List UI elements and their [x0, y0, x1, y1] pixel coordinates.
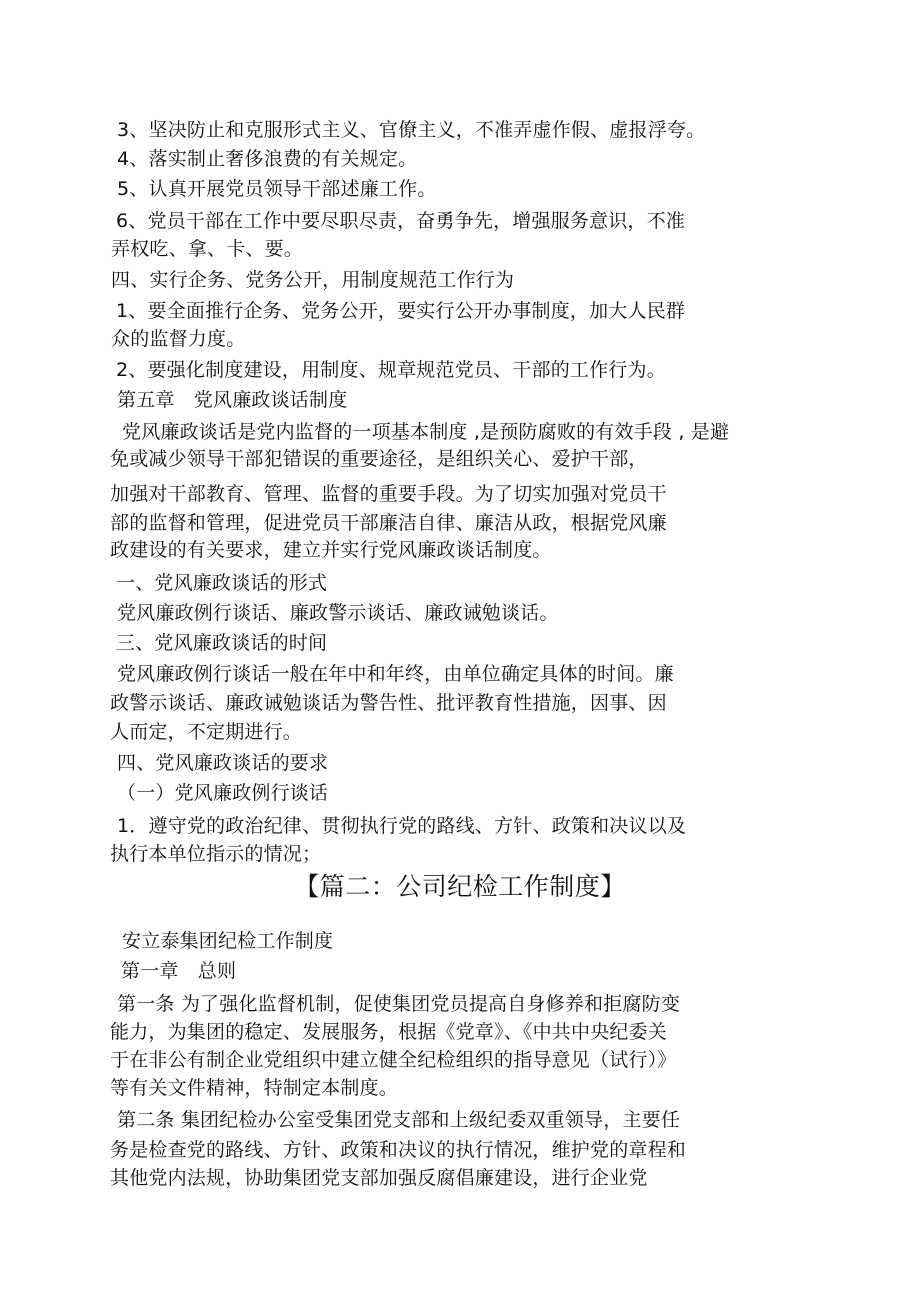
text-line: 能力，为集团的稳定、发展服务，根据《党章》、《中共中央纪委关 [110, 1021, 668, 1043]
text-line: 1、要全面推行企务、党务公开，要实行公开办事制度，加大人民群 [116, 300, 686, 322]
subsection-title: （一）党风廉政例行谈话 [117, 782, 329, 804]
text-line: 部的监督和管理，促进党员干部廉洁自律、廉洁从政，根据党风廉 [110, 512, 667, 534]
section-title: 一、党风廉政谈话的形式 [116, 572, 328, 594]
text-line: 第二条 集团纪检办公室受集团党支部和上级纪委双重领导，主要任 [117, 1109, 681, 1131]
text-line: 加强对干部教育、管理、监督的重要手段。为了切实加强对党员干 [110, 483, 667, 505]
document-title: 安立泰集团纪检工作制度 [122, 930, 334, 952]
section-title: 三、党风廉政谈话的时间 [116, 632, 328, 654]
text-line: 5、认真开展党员领导干部述廉工作。 [117, 178, 437, 200]
chapter-title: 第五章 党风廉政谈话制度 [117, 389, 348, 411]
text-line: 党风廉政例行谈话、廉政警示谈话、廉政诫勉谈话。 [117, 602, 559, 624]
text-line: 1．遵守党的政治纪律、贯彻执行党的路线、方针、政策和决议以及 [117, 815, 687, 837]
text-line: 2、要强化制度建设，用制度、规章规范党员、干部的工作行为。 [116, 359, 666, 381]
text-line: 4、落实制止奢侈浪费的有关规定。 [117, 148, 418, 170]
text-line: 众的监督力度。 [111, 328, 246, 350]
text-line: 等有关文件精神，特制定本制度。 [110, 1077, 399, 1099]
text-line: 党风廉政例行谈话一般在年中和年终，由单位确定具体的时间。廉 [117, 663, 674, 685]
text-line: 执行本单位指示的情况； [110, 843, 322, 865]
section-title: 四、党风廉政谈话的要求 [117, 752, 329, 774]
text-line: 3、坚决防止和克服形式主义、官僚主义，不准弄虚作假、虚报浮夸。 [117, 119, 706, 141]
text-line: 务是检查党的路线、方针、政策和决议的执行情况，维护党的章程和 [110, 1139, 687, 1161]
text-line: 党风廉政谈话是党内监督的一项基本制度 ,是预防腐败的有效手段 , 是避 [122, 421, 730, 443]
text-line: 第一条 为了强化监督机制，促使集团党员提高自身修养和拒腐防变 [117, 993, 681, 1015]
text-line: 政建设的有关要求，建立并实行党风廉政谈话制度。 [110, 539, 552, 561]
text-line: 6、党员干部在工作中要尽职尽责，奋勇争先，增强服务意识，不准 [116, 210, 686, 232]
text-line: 弄权吃、拿、卡、要。 [111, 238, 304, 260]
chapter-title: 第一章 总则 [121, 960, 237, 982]
section-heading: 【篇二：公司纪检工作制度】 [294, 872, 626, 901]
section-title: 四、实行企务、党务公开，用制度规范工作行为 [111, 269, 515, 291]
text-line: 于在非公有制企业党组织中建立健全纪检组织的指导意见（试行）》 [110, 1049, 677, 1071]
text-line: 人而定，不定期进行。 [110, 721, 303, 743]
text-line: 免或减少领导干部犯错误的重要途径，是组织关心、爱护干部， [110, 448, 648, 470]
text-line: 其他党内法规，协助集团党支部加强反腐倡廉建设，进行企业党 [110, 1167, 648, 1189]
text-line: 政警示谈话、廉政诫勉谈话为警告性、批评教育性措施，因事、因 [110, 692, 667, 714]
